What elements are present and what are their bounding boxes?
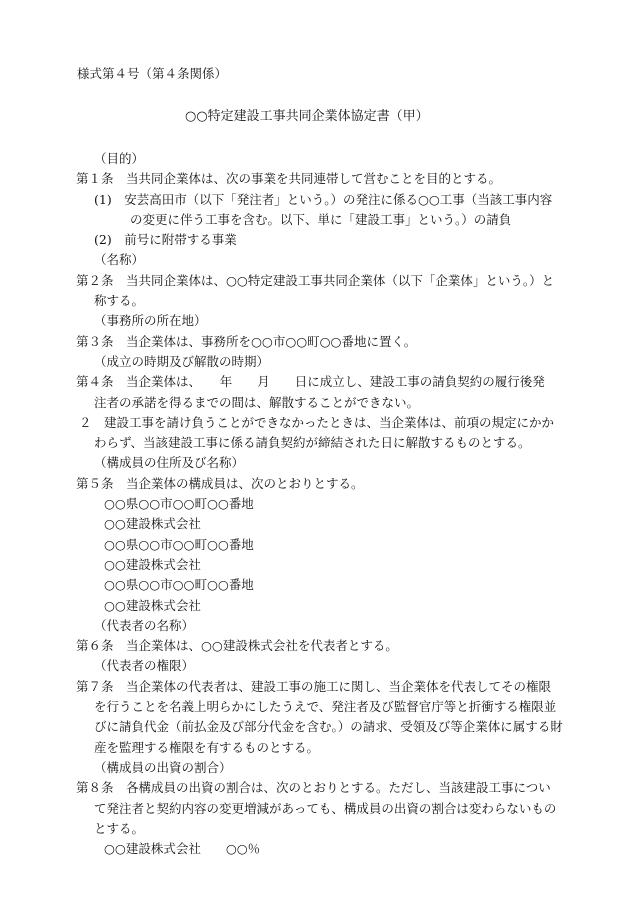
article-continuation: びに請負代金（前払金及び部分代金を含む。）の請求、受領及び等企業体に属する財 bbox=[94, 719, 563, 735]
article-heading: （事務所の所在地） bbox=[94, 313, 207, 329]
article-text: 第３条 当企業体は、事務所を○○市○○町○○番地に置く。 bbox=[76, 333, 417, 349]
article-continuation: を行うことを名義上明らかにしたうえで、発注者及び監督官庁等と折衝する権限並 bbox=[94, 699, 557, 715]
article-continuation: とする。 bbox=[94, 820, 145, 836]
document-title: ○○特定建設工事共同企業体協定書（甲） bbox=[185, 109, 429, 124]
list-item: (1) 安芸高田市（以下「発注者」という。）の発注に係る○○工事（当該工事内容 bbox=[94, 191, 553, 207]
article-continuation: 産を監理する権限を有するものとする。 bbox=[94, 739, 320, 755]
article-text: 第４条 当企業体は、 年 月 日に成立し、建設工事の請負契約の履行後発 bbox=[76, 374, 545, 390]
article-continuation: 注者の承諾を得るまでの間は、解散することができない。 bbox=[94, 394, 420, 410]
article-heading: （目的） bbox=[94, 151, 145, 166]
list-item-continuation: の変更に伴う工事を含む。以下、単に「建設工事」という。）の請負 bbox=[130, 211, 512, 227]
member-entry: ○○県○○市○○町○○番地 bbox=[104, 536, 254, 552]
article-text: 第１条 当共同企業体は、次の事業を共同連帯して営むことを目的とする。 bbox=[76, 171, 502, 187]
article-heading: （名称） bbox=[94, 252, 145, 268]
article-continuation: 称する。 bbox=[94, 293, 145, 309]
member-entry: ○○建設株式会社 bbox=[104, 556, 201, 572]
member-entry: ○○建設株式会社 bbox=[104, 516, 201, 532]
article-continuation: わらず、当該建設工事に係る請負契約が締結された日に解散するものとする。 bbox=[94, 435, 531, 451]
article-heading: （構成員の住所及び名称） bbox=[94, 455, 245, 471]
member-entry: ○○建設株式会社 ○○％ bbox=[104, 841, 261, 857]
article-heading: （構成員の出資の割合） bbox=[94, 759, 232, 775]
member-entry: ○○建設株式会社 bbox=[104, 597, 201, 613]
article-continuation: て発注者と契約内容の変更増減があっても、構成員の出資の割合は変わらないもの bbox=[94, 800, 557, 816]
article-text: 第５条 当企業体の構成員は、次のとおりとする。 bbox=[76, 475, 364, 491]
form-number-label: 様式第４号（第４条関係） bbox=[77, 66, 228, 81]
member-entry: ○○県○○市○○町○○番地 bbox=[104, 496, 254, 512]
article-heading: （代表者の名称） bbox=[94, 617, 195, 633]
list-item: (2) 前号に附帯する事業 bbox=[94, 232, 237, 248]
article-text: 第２条 当共同企業体は、○○特定建設工事共同企業体（以下「企業体」という。）と bbox=[76, 272, 555, 288]
member-entry: ○○県○○市○○町○○番地 bbox=[104, 577, 254, 593]
article-heading: （成立の時期及び解散の時期） bbox=[94, 353, 270, 369]
article-text: 第６条 当企業体は、○○建設株式会社を代表者とする。 bbox=[76, 638, 398, 654]
article-text: 第７条 当企業体の代表者は、建設工事の施工に関し、当企業体を代表してその権限 bbox=[76, 678, 552, 694]
article-text: 第８条 各構成員の出資の割合は、次のとおりとする。ただし、当該建設工事につい bbox=[76, 780, 551, 796]
article-heading: （代表者の権限） bbox=[94, 658, 195, 674]
sub-clause: ２ 建設工事を請け負うことができなかったときは、当企業体は、前項の規定にかか bbox=[79, 414, 555, 430]
agreement-body bbox=[0, 149, 630, 859]
